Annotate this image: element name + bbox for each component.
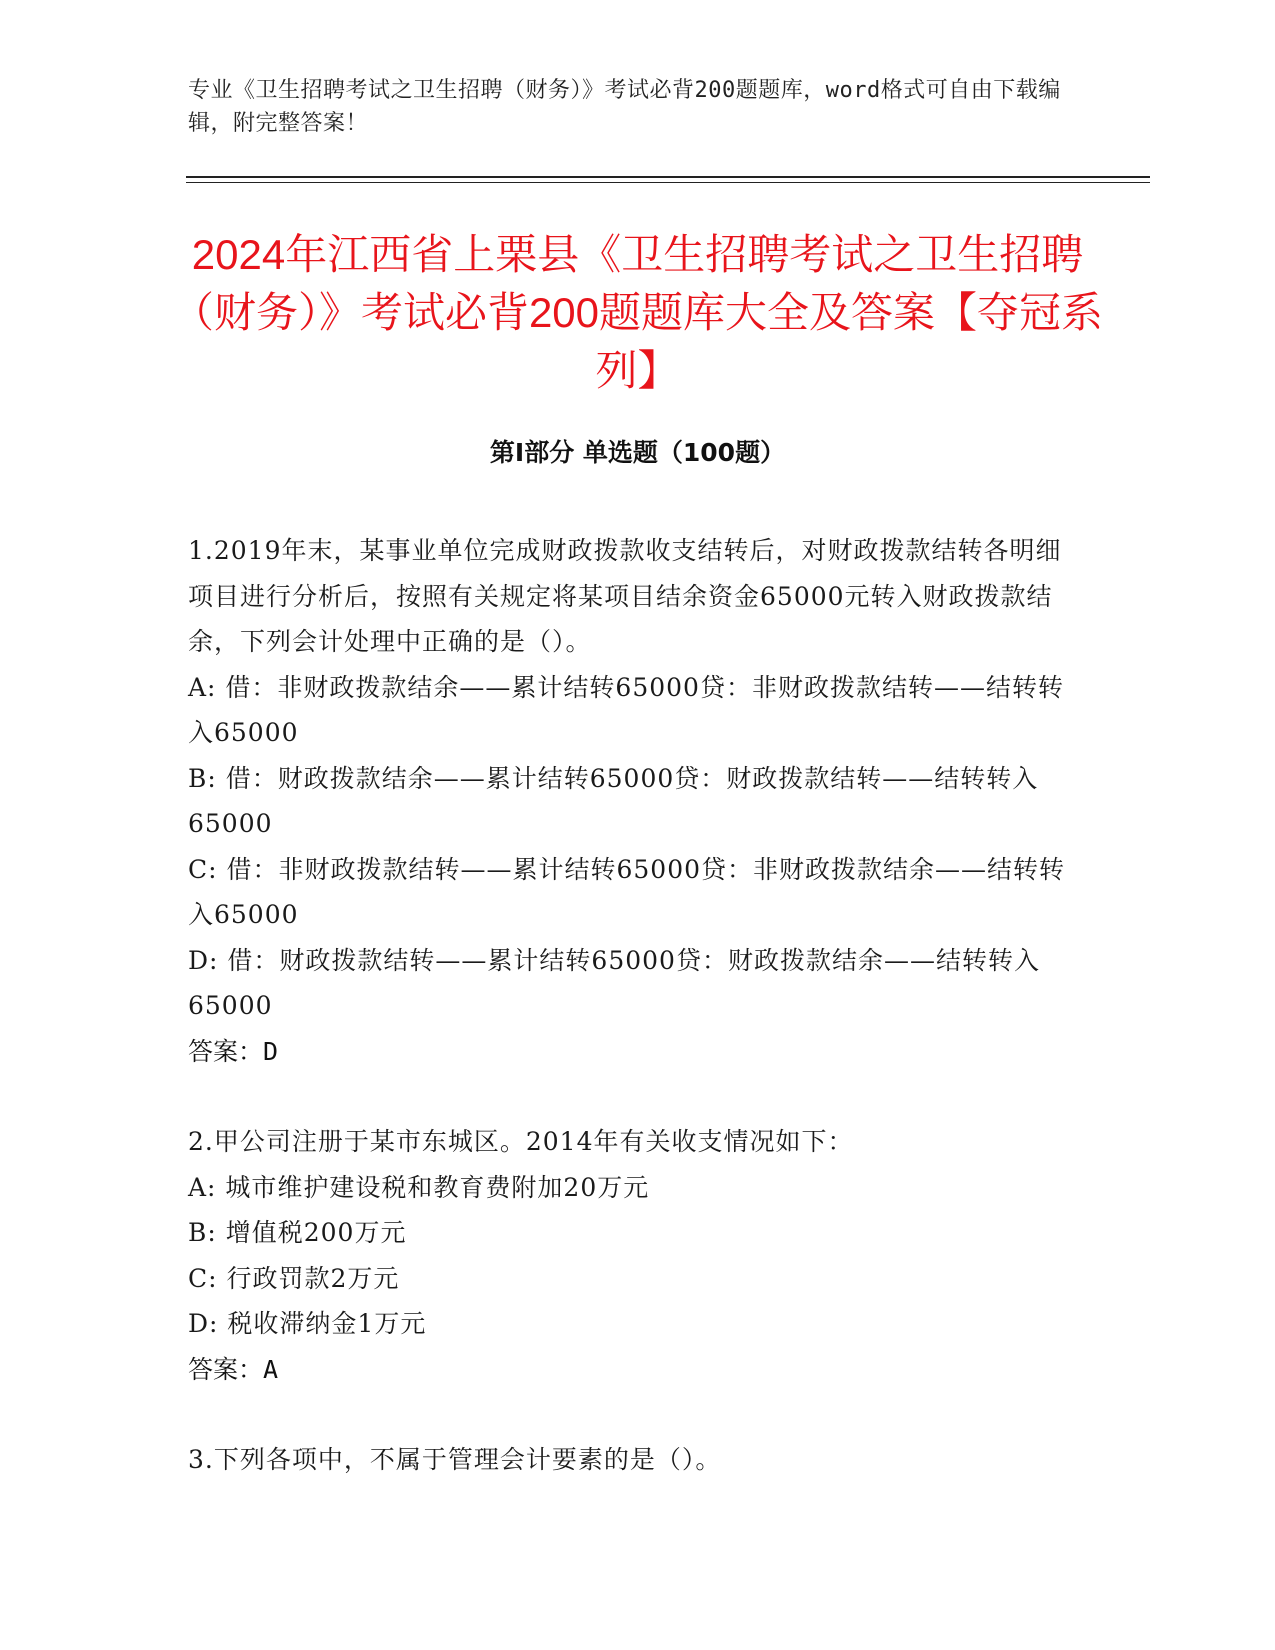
question-stem: 2.甲公司注册于某市东城区。2014年有关收支情况如下： [188,1127,854,1156]
question-stem: 1.2019年末，某事业单位完成财政拨款收支结转后，对财政拨款结转各明细项目进行分析后，按照有关规定将某项目结余资金65000元转入财政拨款结余，下列会计处理中正确的是（）。 [188,536,1062,656]
document-title: 2024年江西省上栗县《卫生招聘考试之卫生招聘（财务）》考试必背200题题库大全及答案【夺冠系列】 [171,231,1104,394]
option-c: C: 行政罚款2万元 [188,1263,400,1293]
option-a: A: 城市维护建设税和教育费附加20万元 [188,1172,650,1202]
answer-value: D [263,1036,279,1066]
question-2 [188,1119,1068,1392]
answer-value: A [263,1354,279,1384]
option-b: B: 借：财政拨款结余——累计结转65000贷：财政拨款结转——结转转入65000 [188,763,1039,838]
option-d: D: 税收滞纳金1万元 [188,1309,427,1338]
option-b: B: 增值税200万元 [188,1218,407,1247]
option-c: C: 借：非财政拨款结转——累计结转65000贷：非财政拨款结余——结转转入65000 [188,854,1066,929]
question-1 [188,528,1068,1074]
header-rule-thick [186,176,1150,178]
option-d: D: 借：财政拨款结转——累计结转65000贷：财政拨款结余——结转转入65000 [188,945,1040,1020]
question-stem: 3.下列各项中，不属于管理会计要素的是（）。 [188,1445,722,1474]
section-heading: 第I部分 单选题（100题） [489,438,786,467]
question-3 [188,1437,1068,1483]
header-note: 专业《卫生招聘考试之卫生招聘（财务）》考试必背200题题库，word格式可自由下载编辑，附完整答案！ [188,78,1061,136]
answer-line [188,1029,1068,1075]
answer-label: 答案： [188,1354,264,1384]
answer-label: 答案： [188,1036,264,1066]
option-a: A: 借：非财政拨款结余——累计结转65000贷：非财政拨款结转——结转转入65000 [188,672,1064,747]
question-list [188,528,1068,1528]
header-rule-thin [186,182,1150,183]
answer-line [188,1347,1068,1393]
